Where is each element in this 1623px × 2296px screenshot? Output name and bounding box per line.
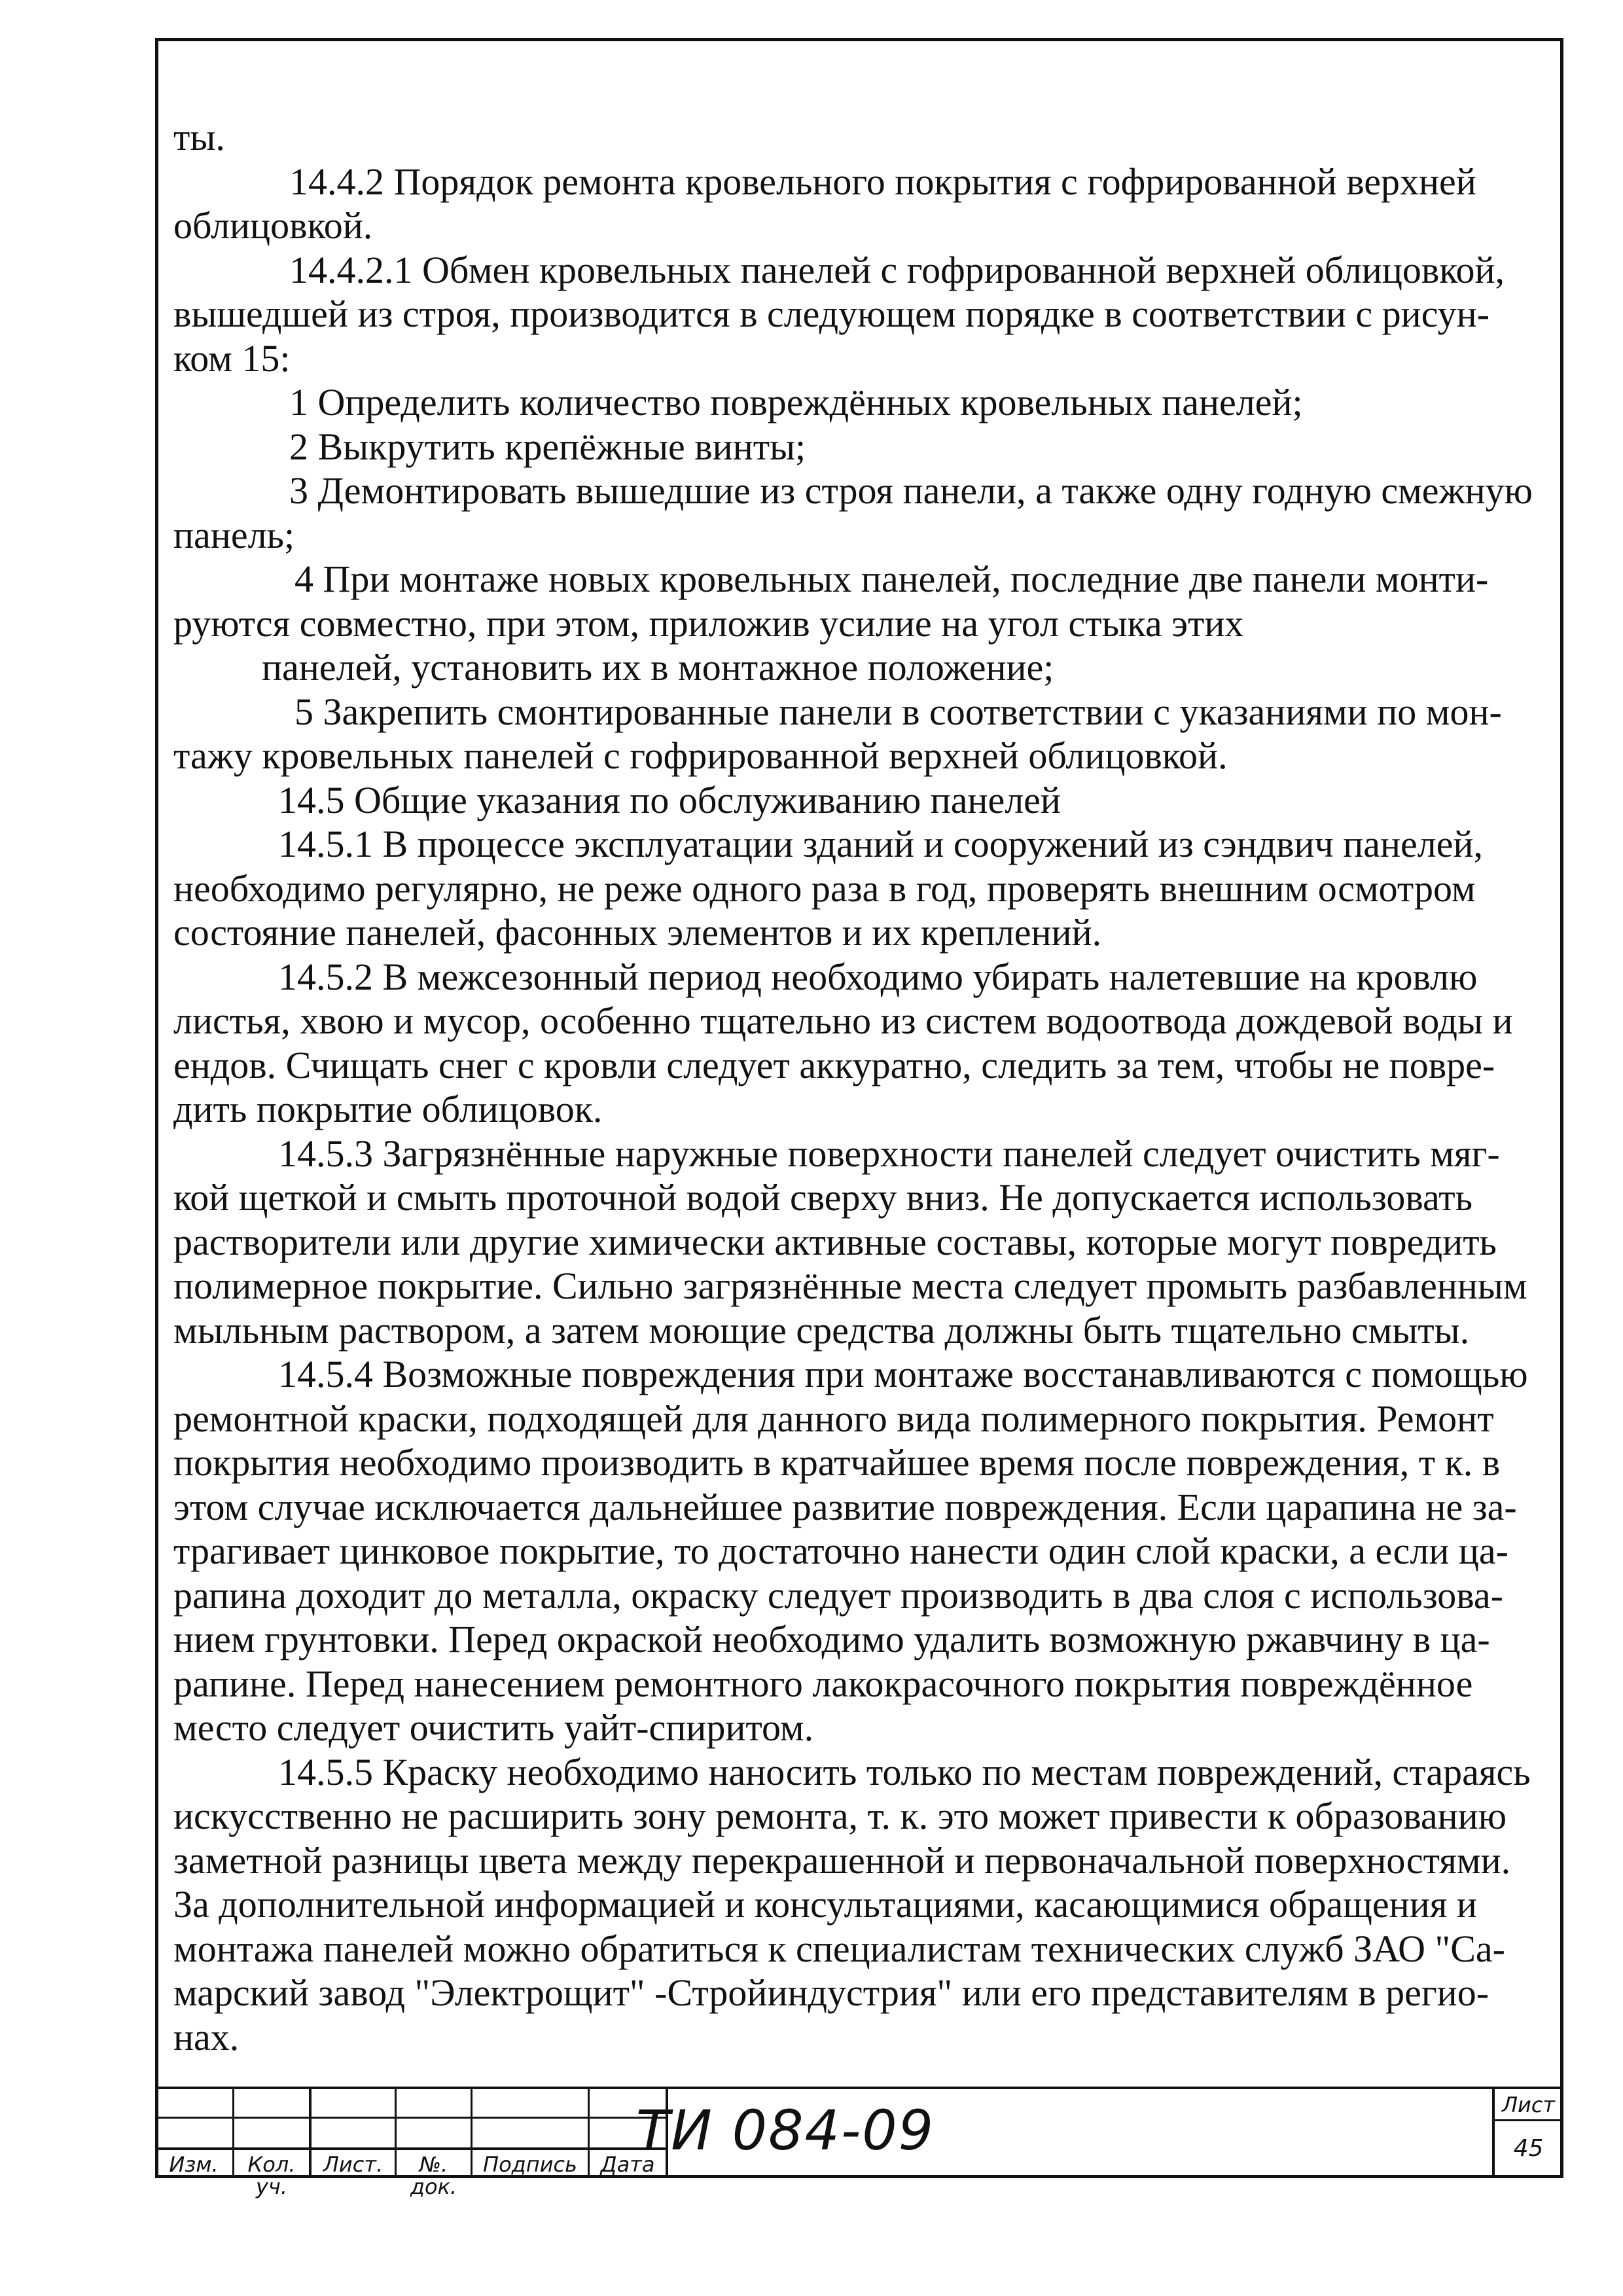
text-line: искусственно не расширить зону ремонта, т. к. это может привести к образованию bbox=[173, 1795, 1507, 1837]
text-line: растворители или другие химически активные составы, которые могут повредить bbox=[173, 1220, 1497, 1263]
sheet-label: Лист bbox=[1501, 2092, 1556, 2117]
text-line: полимерное покрытие. Сильно загрязнённые места следует промыть разбавленным bbox=[173, 1265, 1527, 1307]
text-line: 14.5 Общие указания по обслуживанию панелей bbox=[278, 778, 1061, 821]
text-line: рапине. Перед нанесением ремонтного лакокрасочного покрытия повреждённое bbox=[173, 1662, 1473, 1705]
text-line: рапина доходит до металла, окраску следует производить в два слоя с использова- bbox=[173, 1573, 1503, 1617]
text-line: 14.5.5 Краску необходимо наносить только по местам повреждений, стараясь bbox=[278, 1750, 1531, 1793]
text-line: За дополнительной информацией и консультациями, касающимися обращения и bbox=[173, 1883, 1477, 1926]
text-line: покрытия необходимо производить в кратчайшее время после повреждения, т к. в bbox=[173, 1441, 1501, 1484]
text-line: марский завод "Электрощит" -Стройиндустрия" или его представителям в регио- bbox=[173, 1971, 1489, 2014]
body-text bbox=[173, 115, 1548, 2059]
text-line: дить покрытие облицовок. bbox=[173, 1088, 603, 1130]
text-line: 3 Демонтировать вышедшие из строя панели, а также одну годную смежную bbox=[289, 469, 1533, 512]
text-line: панель; bbox=[173, 513, 295, 556]
document-code: ТИ 084-09 bbox=[635, 2098, 935, 2162]
text-line: 14.5.3 Загрязнённые наружные поверхности панелей следует очистить мяг- bbox=[278, 1132, 1500, 1175]
col-label: Кол. уч. bbox=[247, 2152, 296, 2199]
text-line: руются совместно, при этом, приложив усилие на угол стыка этих bbox=[173, 601, 1244, 645]
text-line: ремонтной краски, подходящей для данного вида полимерного покрытия. Ремонт bbox=[173, 1397, 1494, 1440]
text-line: ендов. Счищать снег с кровли следует аккуратно, следить за тем, чтобы не повре- bbox=[173, 1043, 1495, 1086]
text-line: состояние панелей, фасонных элементов и их креплений. bbox=[173, 911, 1102, 954]
text-line: мыльным раствором, а затем моющие средства должны быть тщательно смыты. bbox=[173, 1308, 1470, 1352]
text-line: нах. bbox=[173, 2015, 240, 2058]
text-line: место следует очистить уайт-спиритом. bbox=[173, 1706, 814, 1749]
text-line: облицовкой. bbox=[173, 204, 373, 247]
text-line: 5 Закрепить смонтированные панели в соответствии с указаниями по мон- bbox=[294, 690, 1502, 733]
text-line: листья, хвою и мусор, особенно тщательно из систем водоотвода дождевой воды и bbox=[173, 999, 1513, 1042]
text-line: монтажа панелей можно обратиться к специалистам технических служб ЗАО "Са- bbox=[173, 1927, 1505, 1970]
text-line: 2 Выкрутить крепёжные винты; bbox=[289, 425, 806, 468]
text-line: 14.4.2 Порядок ремонта кровельного покрытия с гофрированной верхней bbox=[289, 160, 1476, 203]
text-line: тажу кровельных панелей с гофрированной верхней облицовкой. bbox=[173, 734, 1228, 777]
text-line: кой щеткой и смыть проточной водой сверху вниз. Не допускается использовать bbox=[173, 1176, 1473, 1219]
text-line: необходимо регулярно, не реже одного раза в год, проверять внешним осмотром bbox=[173, 867, 1476, 910]
grid-line bbox=[1492, 2119, 1563, 2121]
text-line: заметной разницы цвета между перекрашенной и первоначальной поверхностями. bbox=[173, 1839, 1511, 1882]
text-line: панелей, установить их в монтажное положение; bbox=[262, 646, 1054, 689]
col-label: Изм. bbox=[169, 2152, 219, 2177]
text-line: 14.4.2.1 Обмен кровельных панелей с гофрированной верхней облицовкой, bbox=[289, 248, 1505, 291]
text-line: 14.5.2 В межсезонный период необходимо убирать налетевшие на кровлю bbox=[278, 955, 1478, 998]
col-label: Дата bbox=[600, 2152, 655, 2177]
col-label: Подпись bbox=[483, 2152, 577, 2177]
text-line: этом случае исключается дальнейшее развитие повреждения. Если царапина не за- bbox=[173, 1485, 1517, 1528]
title-block-top-line bbox=[155, 2087, 1563, 2089]
col-label: №. док. bbox=[410, 2152, 457, 2199]
text-line: 1 Определить количество повреждённых кровельных панелей; bbox=[289, 381, 1303, 423]
sheet-number: 45 bbox=[1513, 2135, 1544, 2162]
text-line: ты. bbox=[173, 116, 225, 158]
text-line: ком 15: bbox=[173, 336, 291, 380]
text-line: нием грунтовки. Перед окраской необходимо удалить возможную ржавчину в ца- bbox=[173, 1618, 1490, 1660]
text-line: 4 При монтаже новых кровельных панелей, последние две панели монти- bbox=[294, 558, 1489, 600]
text-line: 14.5.1 В процессе эксплуатации зданий и сооружений из сэндвич панелей, bbox=[278, 823, 1484, 865]
col-label: Лист. bbox=[323, 2152, 383, 2177]
text-line: 14.5.4 Возможные повреждения при монтаже восстанавливаются с помощью bbox=[278, 1353, 1528, 1395]
text-line: вышедшей из строя, производится в следующем порядке в соответствии с рисун- bbox=[173, 293, 1490, 335]
text-line: трагивает цинковое покрытие, то достаточно нанести один слой краски, а если ца- bbox=[173, 1530, 1508, 1572]
